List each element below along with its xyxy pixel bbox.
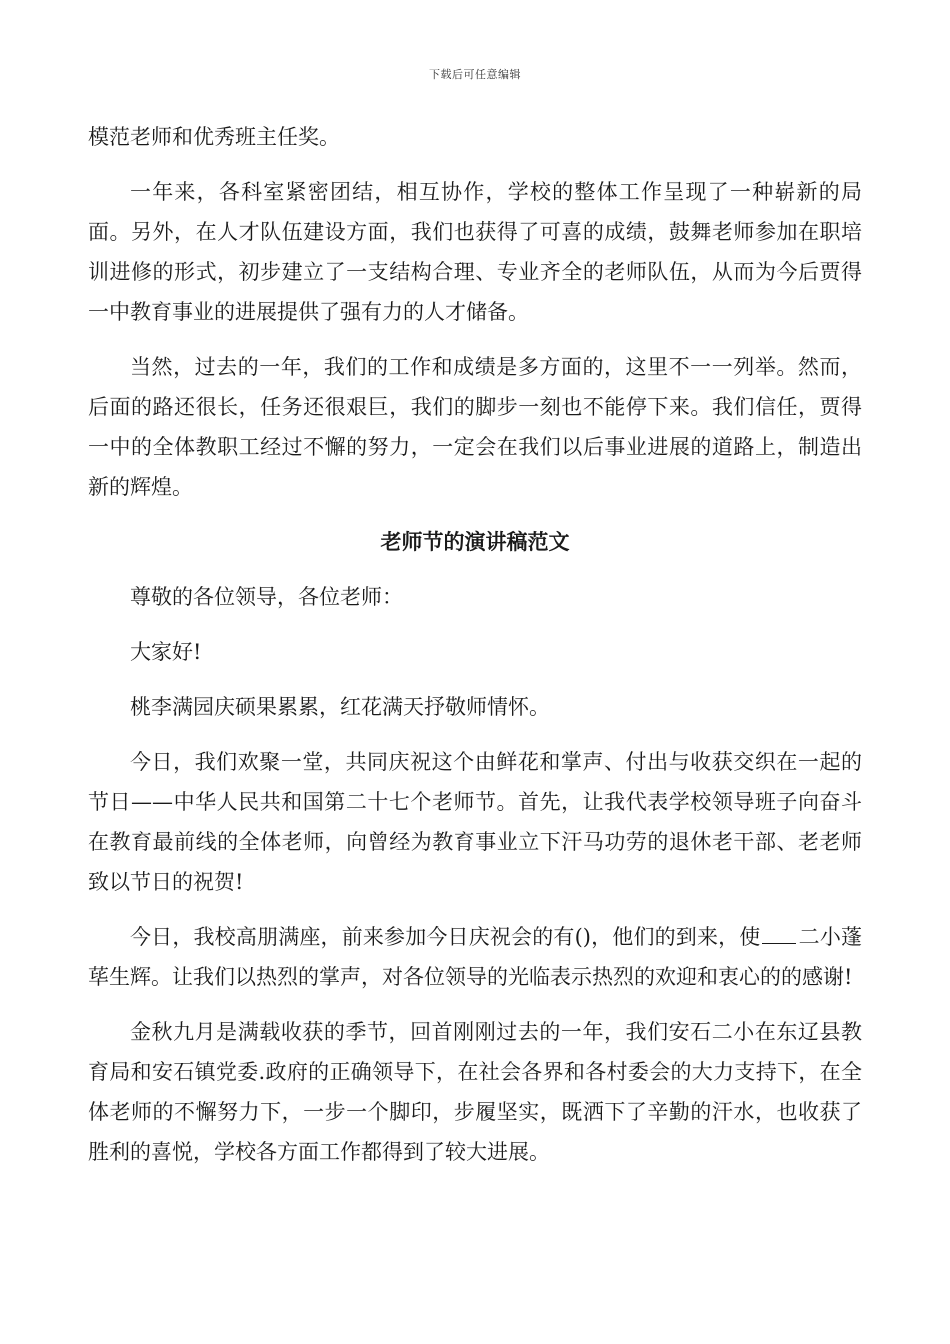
speech-greeting: 尊敬的各位领导，各位老师： (130, 585, 403, 609)
paragraph-year-review: 一年来，各科室紧密团结，相互协作，学校的整体工作呈现了一种崭新的局面。另外，在人才队伍建设方面，我们也获得了可喜的成绩，鼓舞老师参加在职培训进修的形式，初步建立了一支结构合理、专业齐全的老师队伍，从而为今后贾得一中教育事业的进展提供了强有力的人才储备。 (88, 180, 862, 324)
page-header: 下载后可任意编辑 (429, 68, 521, 81)
paragraph-autumn-harvest: 金秋九月是满载收获的季节，回首刚刚过去的一年，我们安石二小在东辽县教育局和安石镇党委.政府的正确领导下，在社会各界和各村委会的大力支持下，在全体老师的不懈努力下，一步一个脚印，步履坚实，既洒下了辛勤的汗水，也收获了胜利的喜悦，学校各方面工作都得到了较大进展。 (88, 1020, 862, 1164)
speech-title: 老师节的演讲稿范文 (380, 529, 570, 554)
paragraph-celebration: 今日，我们欢聚一堂，共同庆祝这个由鲜花和掌声、付出与收获交织在一起的节日——中华人民共和国第二十七个老师节。首先，让我代表学校领导班子向奋斗在教育最前线的全体老师，向曾经为教育事业立下汗马功劳的退休老干部、老老师致以节日的祝贺! (88, 750, 862, 894)
paragraph-continuation: 模范老师和优秀班主任奖。 (88, 125, 340, 149)
document-body (88, 117, 862, 1187)
paragraph-welcome-part2: 二小蓬荜生辉。让我们以热烈的掌声，对各位领导的光临表示热烈的欢迎和衷心的的感谢! (88, 925, 862, 989)
paragraph-conclusion: 当然，过去的一年，我们的工作和成绩是多方面的，这里不一一列举。然而，后面的路还很长，任务还很艰巨，我们的脚步一刻也不能停下来。我们信任，贾得一中的全体教职工经过不懈的努力，一定会在我们以后事业进展的道路上，制造出新的辉煌。 (88, 355, 862, 499)
speech-couplet: 桃李满园庆硕果累累，红花满天抒敬师情怀。 (130, 695, 550, 719)
paragraph-welcome (88, 917, 862, 997)
speech-hello: 大家好! (130, 640, 202, 664)
fill-in-blank (762, 925, 796, 944)
paragraph-welcome-part1: 今日，我校高朋满座，前来参加今日庆祝会的有()，他们的到来，使 (130, 925, 761, 949)
